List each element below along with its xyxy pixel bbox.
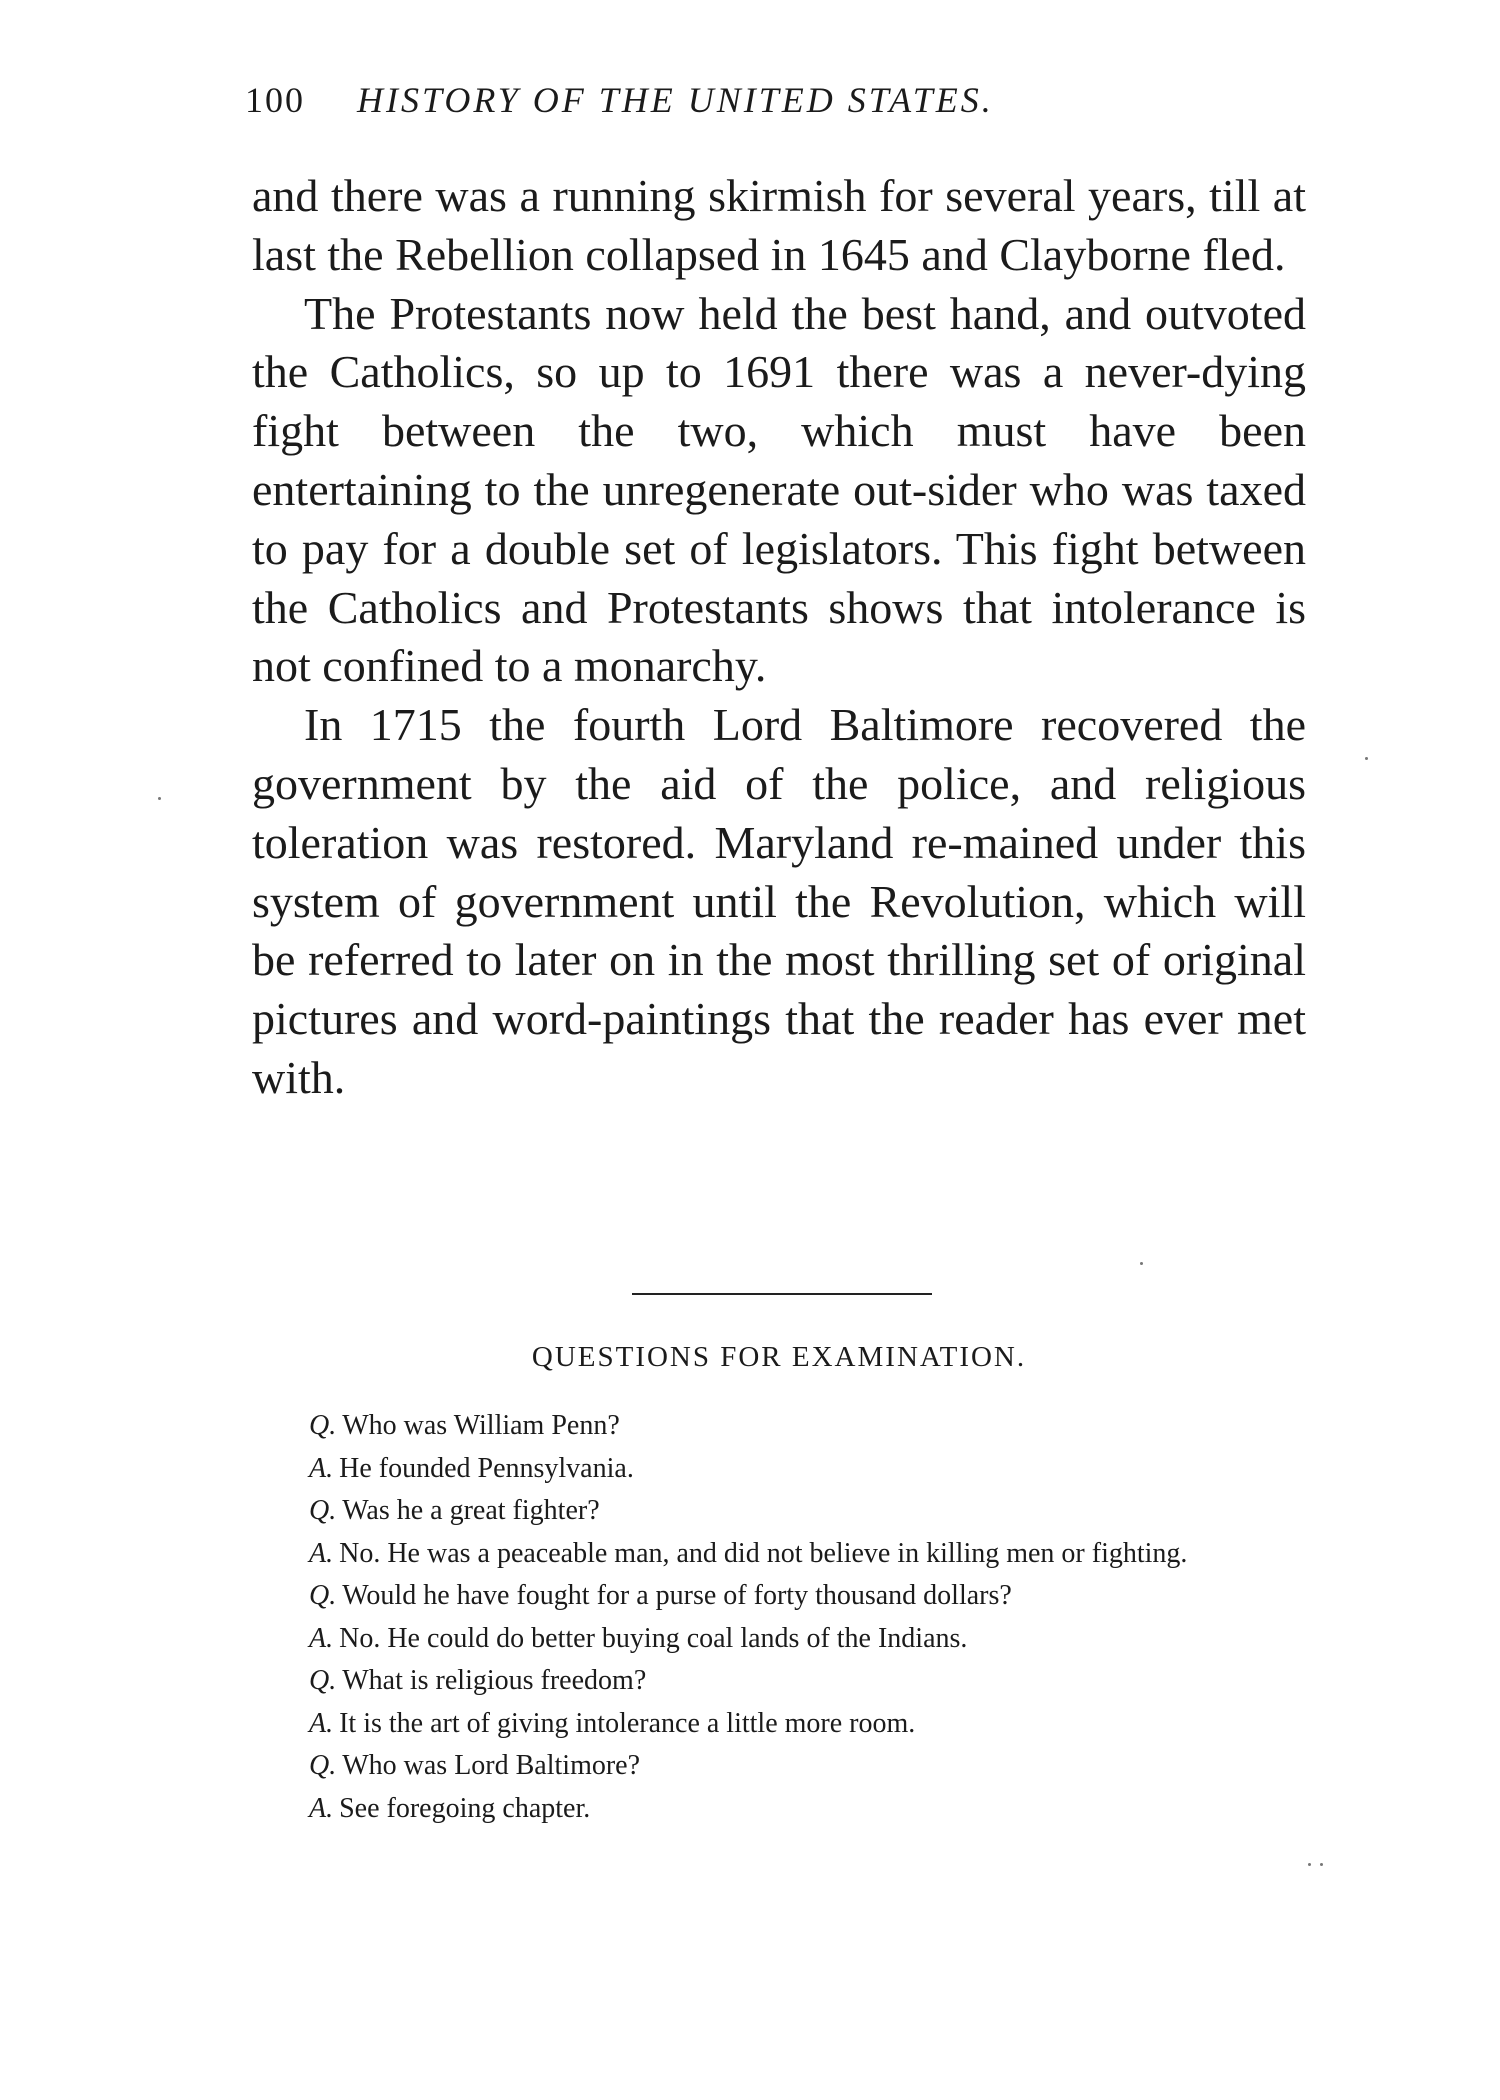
qa-text: Was he a great fighter? bbox=[342, 1495, 600, 1526]
questions-list bbox=[257, 1405, 1311, 1830]
qa-text: No. He could do better buying coal lands of the Indians. bbox=[339, 1622, 968, 1654]
running-head bbox=[245, 78, 1245, 122]
question-item bbox=[257, 1660, 1311, 1703]
questions-heading: QUESTIONS FOR EXAMINATION. bbox=[531, 1341, 1027, 1373]
answer-item bbox=[257, 1533, 1311, 1576]
qa-marker: Q. bbox=[309, 1495, 337, 1526]
qa-text: It is the art of giving intolerance a little more room. bbox=[339, 1707, 916, 1739]
qa-text: Who was Lord Baltimore? bbox=[342, 1750, 641, 1781]
answer-item bbox=[257, 1703, 1311, 1746]
question-item bbox=[257, 1745, 1311, 1788]
question-item bbox=[257, 1405, 1311, 1448]
question-item bbox=[257, 1575, 1311, 1618]
qa-text: No. He was a peaceable man, and did not believe in killing men or fighting. bbox=[339, 1537, 1188, 1569]
qa-marker: Q. bbox=[309, 1665, 337, 1696]
body-text bbox=[252, 167, 1306, 1108]
answer-item bbox=[257, 1448, 1311, 1491]
book-title: HISTORY OF THE UNITED STATES. bbox=[357, 80, 994, 120]
qa-text: Would he have fought for a purse of forty thousand dollars? bbox=[342, 1580, 1012, 1611]
qa-marker: Q. bbox=[309, 1580, 337, 1611]
paper-speck bbox=[1365, 757, 1368, 760]
qa-marker: A. bbox=[309, 1537, 334, 1569]
qa-marker: Q. bbox=[309, 1750, 337, 1781]
qa-text: See foregoing chapter. bbox=[339, 1792, 591, 1824]
paper-speck bbox=[1320, 1863, 1323, 1866]
answer-item bbox=[257, 1618, 1311, 1661]
paper-speck bbox=[1140, 1262, 1143, 1265]
answer-item bbox=[257, 1788, 1311, 1831]
paragraph-baltimore: In 1715 the fourth Lord Baltimore recovered the government by the aid of the police, and religious toleration was restored. Maryland re-mained under this system of government until the Revolution, which will be referred to later on in the most thrilling set of original pictures and word-paintings that the reader has ever met with. bbox=[252, 699, 1306, 1103]
qa-marker: A. bbox=[309, 1452, 334, 1484]
qa-marker: A. bbox=[309, 1707, 334, 1739]
paragraph-protestants: The Protestants now held the best hand, and outvoted the Catholics, so up to 1691 there was a never-dying fight between the two, which must have been entertaining to the unregenerate out-sider who was taxed to pay for a double set of legislators. This fight between the Catholics and Protestants shows that intolerance is not confined to a monarchy. bbox=[252, 287, 1306, 692]
question-item bbox=[257, 1490, 1311, 1533]
page-number: 100 bbox=[245, 80, 305, 120]
paper-speck bbox=[158, 797, 161, 800]
qa-text: What is religious freedom? bbox=[342, 1665, 647, 1696]
qa-text: Who was William Penn? bbox=[342, 1410, 620, 1441]
section-divider bbox=[632, 1293, 932, 1295]
qa-marker: A. bbox=[309, 1792, 334, 1824]
paragraph-continued: and there was a running skirmish for several years, till at last the Rebellion collapsed in 1645 and Clayborne fled. bbox=[252, 170, 1306, 280]
paper-speck bbox=[1308, 1863, 1311, 1866]
qa-marker: A. bbox=[309, 1622, 334, 1654]
qa-marker: Q. bbox=[309, 1410, 337, 1441]
qa-text: He founded Pennsylvania. bbox=[339, 1452, 634, 1484]
